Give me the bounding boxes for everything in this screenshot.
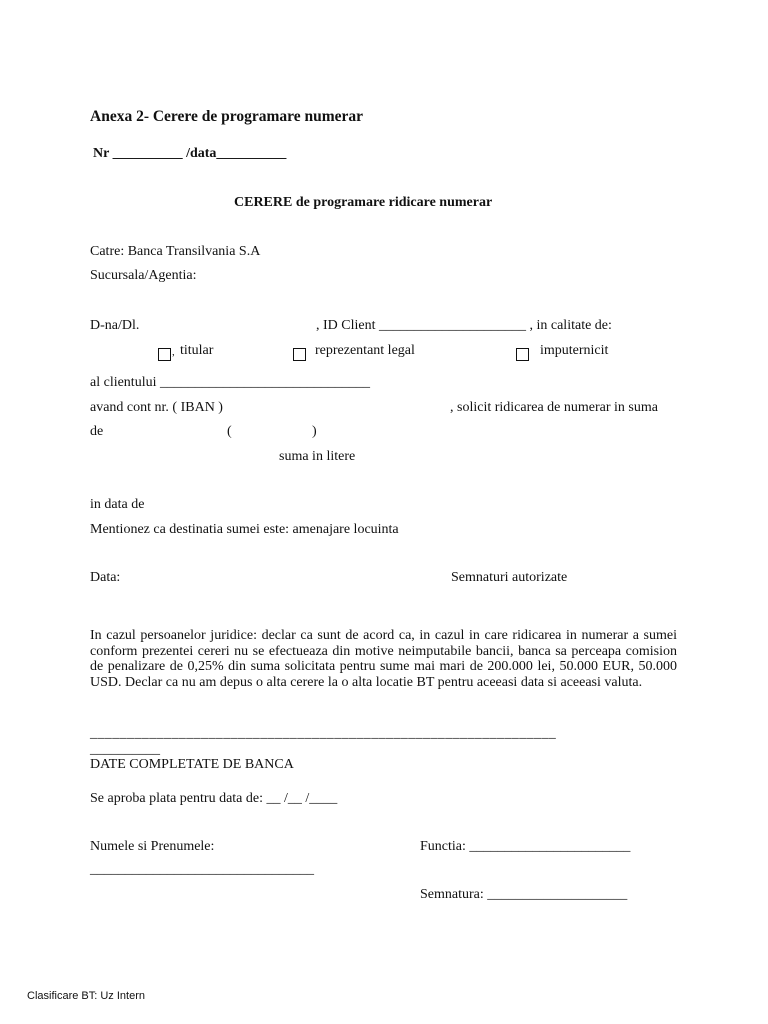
approval-date-line: Se aproba plata pentru data de: __ /__ /____ [90, 791, 338, 806]
classification-footer: Clasificare BT: Uz Intern [27, 990, 145, 1002]
amount-in-words-label: suma in litere [279, 449, 356, 464]
form-title: CERERE de programare ridicare numerar [234, 195, 493, 210]
paren-close: ) [312, 424, 317, 439]
titular-option-label: titular [180, 343, 214, 358]
client-id-field: , ID Client _____________________ , in calitate de: [316, 318, 612, 333]
signature-date-label: Data: [90, 570, 121, 585]
paren-open: ( [227, 424, 232, 439]
branch-field-label: Sucursala/Agentia: [90, 268, 197, 283]
function-field: Functia: _______________________ [420, 839, 631, 854]
separator-line: _______________________________________________________________ [90, 726, 557, 741]
withdrawal-request-text: , solicit ridicarea de numerar in suma [450, 400, 658, 415]
amount-label: de [90, 424, 104, 439]
client-name-label: D-na/Dl. [90, 318, 140, 333]
destination-statement: Mentionez ca destinatia sumei este: amenajare locuinta [90, 522, 399, 537]
addressee: Catre: Banca Transilvania S.A [90, 244, 261, 259]
client-line: al clientului ______________________________ [90, 375, 370, 390]
iban-label: avand cont nr. ( IBAN ) [90, 400, 223, 415]
legal-representative-option-label: reprezentant legal [315, 343, 415, 358]
titular-checkbox[interactable] [158, 348, 171, 361]
date-requested-label: in data de [90, 497, 145, 512]
legal-representative-checkbox[interactable] [293, 348, 306, 361]
authorized-signatures-label: Semnaturi autorizate [451, 570, 568, 585]
proxy-option-label: imputernicit [540, 343, 609, 358]
full-name-label: Numele si Prenumele: [90, 839, 215, 854]
signature-field: Semnatura: ____________________ [420, 887, 628, 902]
number-date-line: Nr __________ /data__________ [93, 146, 287, 161]
full-name-line: ________________________________ [90, 862, 314, 877]
titular-checkmark: , [172, 346, 175, 358]
legal-entity-declaration: In cazul persoanelor juridice: declar ca sunt de acord ca, in cazul in care ridicarea in numerar a sumei conform prezentei cereri nu se efectueaza din motive neimputabile bancii, banca sa perceapa comision de penalizare de 0,25% din suma solicitata pentru sume mai mari de 200.000 lei, 50.000 EUR, 50.000 USD. Declar ca nu am depus o alta cerere la o alta locatie BT pentru aceeasi data si aceeasi valuta. [90, 628, 677, 690]
bank-section-heading: DATE COMPLETATE DE BANCA [90, 757, 294, 772]
separator-line-short: __________ [90, 742, 160, 757]
proxy-checkbox[interactable] [516, 348, 529, 361]
document-heading: Anexa 2- Cerere de programare numerar [90, 108, 364, 125]
